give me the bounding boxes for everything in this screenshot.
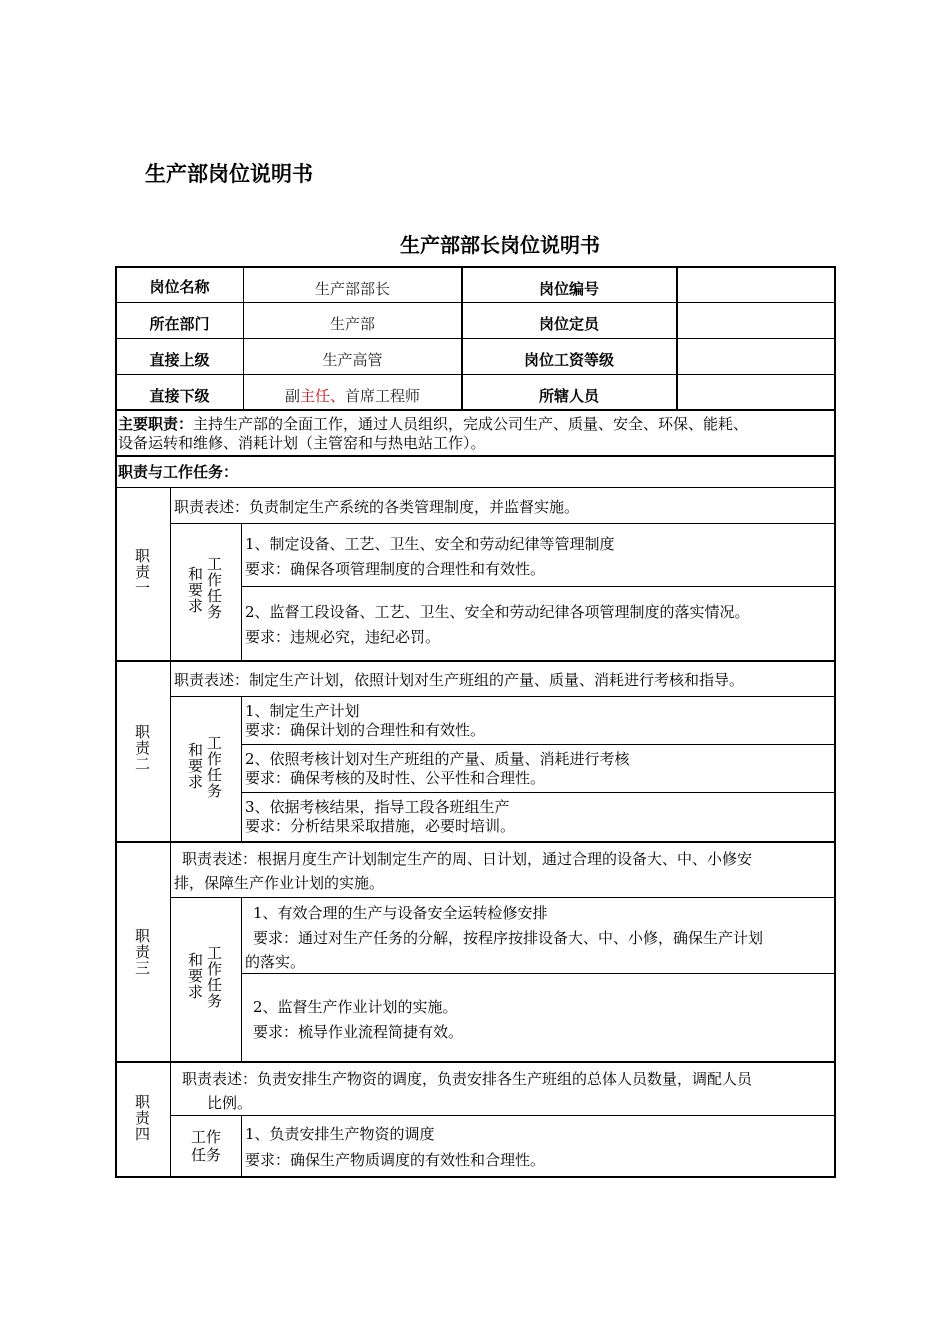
duty4-desc-line1: 职责表述：负责安排生产物资的调度，负责安排各生产班组的总体人员数量，调配人员 — [182, 1070, 753, 1088]
label-direct-superior: 直接上级 — [149, 351, 210, 369]
duty3-task1-line3: 的落实。 — [245, 953, 306, 971]
duty2-task1-req — [245, 720, 485, 741]
value-department: 生产部 — [329, 315, 375, 333]
main-duty-line2: 设备运转和维修、消耗计划（主管窑和与热电站工作）。 — [118, 434, 486, 452]
duty4-task-label-text: 工作任务 — [190, 1128, 221, 1164]
duty3-label: 职责三 — [133, 928, 151, 976]
duty3-task-label: 工作任务 — [205, 945, 223, 1009]
duty4-task1-req-text: 确保生产物质调度的有效性和合理性。 — [290, 1151, 546, 1169]
duty1-task2-req-prefix: 要求： — [245, 628, 291, 646]
tasks-header: 职责与工作任务： — [118, 463, 239, 481]
document-title: 生产部岗位说明书 — [145, 162, 313, 186]
subordinate-suffix: 首席工程师 — [345, 387, 421, 405]
table-title: 生产部部长岗位说明书 — [400, 233, 600, 257]
duty3-desc-line2: 排，保障生产作业计划的实施。 — [174, 874, 385, 892]
duty2-task3-req — [245, 816, 515, 837]
duty4-label: 职责四 — [133, 1094, 151, 1142]
subordinate-prefix: 副 — [284, 387, 300, 405]
duty1-task1-req-prefix: 要求： — [245, 560, 291, 578]
duty2-task1-req-text: 确保计划的合理性和有效性。 — [290, 721, 486, 739]
duty1-label: 职责一 — [133, 548, 151, 596]
main-duty-label: 主要职责： — [118, 415, 194, 433]
duty4-task1-line1: 1、负责安排生产物资的调度 — [245, 1125, 435, 1143]
duty3-task2-req — [253, 1021, 463, 1044]
duty2-task1-req-prefix: 要求： — [245, 721, 291, 739]
duty4-task1-req-prefix: 要求： — [245, 1151, 291, 1169]
duty2-task2-req-prefix: 要求： — [245, 769, 291, 787]
duty4-desc-line2: 比例。 — [207, 1094, 253, 1112]
duty3-task1-req — [253, 927, 763, 950]
duty3-req-label: 和要求 — [186, 952, 204, 1000]
duty3-task2-req-text: 梳导作业流程简捷有效。 — [298, 1023, 464, 1041]
duty2-task2-req — [245, 768, 545, 789]
duty2-task3-req-prefix: 要求： — [245, 817, 291, 835]
duty2-task-label: 工作任务 — [205, 735, 223, 799]
duty3-task1-req-prefix: 要求： — [253, 929, 299, 947]
duty1-task1-req — [245, 558, 545, 581]
duty1-task-label: 工作任务 — [205, 556, 223, 620]
duty2-task2-req-text: 确保考核的及时性、公平性和合理性。 — [290, 769, 546, 787]
duty1-req-label: 和要求 — [186, 566, 204, 614]
duty4-task1-req — [245, 1149, 545, 1172]
value-direct-superior: 生产高管 — [322, 351, 383, 369]
label-department: 所在部门 — [149, 315, 210, 333]
duty2-task3-line1: 3、依据考核结果，指导工段各班组生产 — [245, 798, 510, 816]
label-headcount: 岗位定员 — [538, 315, 599, 333]
subordinate-highlight: 主任、 — [299, 387, 345, 405]
duty1-task1-req-text: 确保各项管理制度的合理性和有效性。 — [290, 560, 546, 578]
duty2-desc: 职责表述：制定生产计划，依照计划对生产班组的产量、质量、消耗进行考核和指导。 — [174, 671, 745, 689]
label-salary-grade: 岗位工资等级 — [523, 351, 614, 369]
label-staff-under: 所辖人员 — [538, 387, 599, 405]
duty3-task1-line1: 1、有效合理的生产与设备安全运转检修安排 — [253, 904, 548, 922]
duty2-req-label: 和要求 — [186, 742, 204, 790]
duty1-task1-line1: 1、制定设备、工艺、卫生、安全和劳动纪律等管理制度 — [245, 535, 615, 553]
label-position-code: 岗位编号 — [538, 280, 599, 298]
duty2-task1-line1: 1、制定生产计划 — [245, 702, 360, 720]
duty1-desc: 职责表述：负责制定生产系统的各类管理制度，并监督实施。 — [174, 498, 580, 516]
duty3-task1-req-text: 通过对生产任务的分解，按程序按排设备大、中、小修，确保生产计划 — [298, 929, 764, 947]
duty4-task-label — [184, 1128, 228, 1164]
duty3-task2-line1: 2、监督生产作业计划的实施。 — [253, 998, 458, 1016]
duty1-task2-req — [245, 626, 440, 649]
duty1-task2-line1: 2、监督工段设备、工艺、卫生、安全和劳动纪律各项管理制度的落实情况。 — [245, 603, 750, 621]
duty1-task2-req-text: 违规必究，违纪必罚。 — [290, 628, 441, 646]
duty2-task2-line1: 2、依照考核计划对生产班组的产量、质量、消耗进行考核 — [245, 750, 630, 768]
duty3-desc-line1: 职责表述：根据月度生产计划制定生产的周、日计划，通过合理的设备大、中、小修安 — [182, 850, 753, 868]
value-direct-subordinate — [244, 385, 461, 408]
duty3-task2-req-prefix: 要求： — [253, 1023, 299, 1041]
label-direct-subordinate: 直接下级 — [149, 387, 210, 405]
label-position-name: 岗位名称 — [149, 278, 210, 296]
duty2-task3-req-text: 分析结果采取措施，必要时培训。 — [290, 817, 516, 835]
main-duty-line1: 主持生产部的全面工作，通过人员组织，完成公司生产、质量、安全、环保、能耗、 — [193, 415, 749, 433]
value-position-name: 生产部部长 — [314, 280, 390, 298]
duty2-label: 职责二 — [133, 724, 151, 772]
